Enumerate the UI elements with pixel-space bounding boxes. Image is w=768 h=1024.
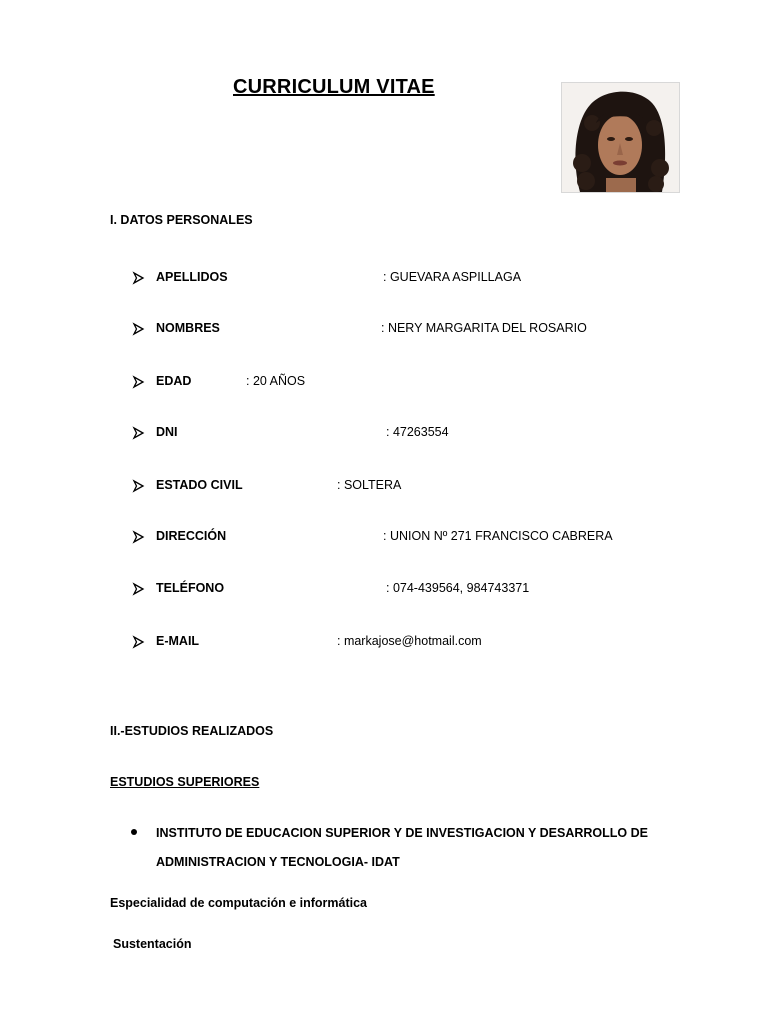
personal-row-dni xyxy=(0,425,768,445)
institute-line-1: INSTITUTO DE EDUCACION SUPERIOR Y DE INVESTIGACION Y DESARROLLO DE xyxy=(156,826,648,840)
arrow-bullet-icon xyxy=(132,374,146,390)
arrow-bullet-icon xyxy=(132,270,146,286)
personal-label: DIRECCIÓN xyxy=(156,529,227,543)
personal-label: E-MAIL xyxy=(156,634,200,648)
personal-label: DNI xyxy=(156,425,178,439)
personal-label: TELÉFONO xyxy=(156,581,225,595)
personal-value: : 20 AÑOS xyxy=(246,374,306,388)
personal-row-direccion xyxy=(0,529,768,549)
personal-value: : SOLTERA xyxy=(337,478,402,492)
profile-photo xyxy=(561,82,680,193)
personal-label: APELLIDOS xyxy=(156,270,228,284)
arrow-bullet-icon xyxy=(132,581,146,597)
personal-value: : 074-439564, 984743371 xyxy=(386,581,530,595)
bullet-dot-icon xyxy=(131,829,137,835)
personal-value: : GUEVARA ASPILLAGA xyxy=(383,270,522,284)
portrait-photo-icon xyxy=(562,83,679,192)
personal-row-telefono xyxy=(0,581,768,601)
personal-row-email xyxy=(0,634,768,654)
personal-row-edad xyxy=(0,374,768,394)
document-title: CURRICULUM VITAE xyxy=(233,76,435,98)
personal-value: : UNION Nº 271 FRANCISCO CABRERA xyxy=(383,529,613,543)
sustentacion-text: Sustentación xyxy=(113,937,192,951)
personal-row-apellidos xyxy=(0,270,768,290)
institute-line-2: ADMINISTRACION Y TECNOLOGIA- IDAT xyxy=(156,855,400,869)
personal-value: : 47263554 xyxy=(386,425,449,439)
especialidad-text: Especialidad de computación e informática xyxy=(110,896,368,910)
personal-value: : NERY MARGARITA DEL ROSARIO xyxy=(381,321,587,335)
arrow-bullet-icon xyxy=(132,478,146,494)
personal-row-estado-civil xyxy=(0,478,768,498)
personal-label: NOMBRES xyxy=(156,321,220,335)
arrow-bullet-icon xyxy=(132,634,146,650)
personal-label: EDAD xyxy=(156,374,192,388)
personal-value: : markajose@hotmail.com xyxy=(337,634,482,648)
section-title-estudios-realizados: II.-ESTUDIOS REALIZADOS xyxy=(110,724,274,738)
personal-row-nombres xyxy=(0,321,768,341)
estudios-superiores-heading: ESTUDIOS SUPERIORES xyxy=(110,775,260,789)
arrow-bullet-icon xyxy=(132,529,146,545)
section-title-datos-personales: I. DATOS PERSONALES xyxy=(110,213,253,227)
personal-label: ESTADO CIVIL xyxy=(156,478,243,492)
arrow-bullet-icon xyxy=(132,425,146,441)
arrow-bullet-icon xyxy=(132,321,146,337)
